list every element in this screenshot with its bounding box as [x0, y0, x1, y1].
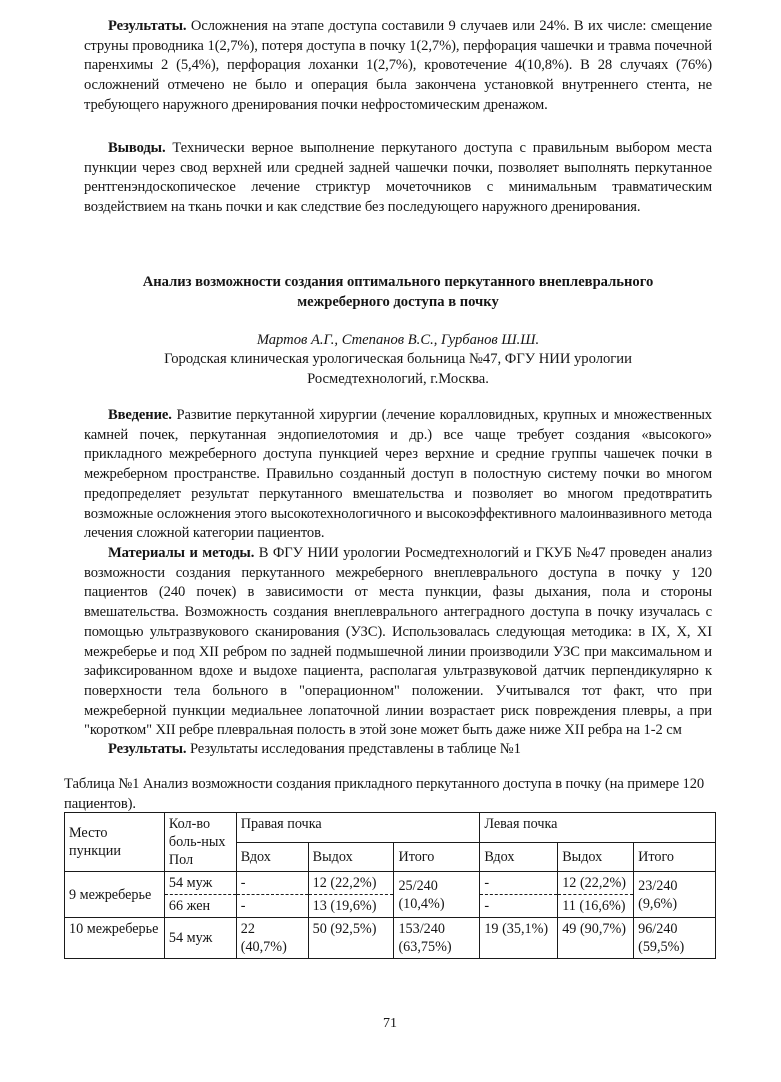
article-title-line1: Анализ возможности создания оптимального перкутанного внеплеврального: [142, 274, 654, 290]
row9-right-total: 25/240 (10,4%): [394, 872, 480, 918]
table-row: [65, 918, 716, 959]
page-number: 71: [383, 1016, 397, 1031]
row9-female-right-exhale: 13 (19,6%): [308, 895, 394, 918]
introduction-paragraph: [84, 406, 712, 544]
row9-male-right-exhale: 12 (22,2%): [308, 872, 394, 895]
authors: Мартов А.Г., Степанов В.С., Гурбанов Ш.Ш.: [256, 332, 540, 348]
introduction-text: Развитие перкутанной хирургии (лечение коралловидных, крупных и множественных камней почек, перкутанная эндопиелотомия и др.) все чаще требует создания «высокого» прикладного межреберного доступа пункцией через верхние и средние группы чашечек почки в межреберном пространстве. Правильно созданный доступ в полостную систему почки во многом предопределяет результат перкутанного вмешательства и позволяет во многом предотвратить возможные осложнения этого высокотехнологичного и высокоэффективного малоинвазивного метода лечения сложной категории пациентов.: [84, 407, 712, 542]
row9-left-total: 23/240 (9,6%): [634, 872, 716, 918]
conclusions-heading: Выводы.: [108, 140, 166, 156]
row10-left-total: 96/240 (59,5%): [634, 918, 716, 959]
row9-male-right-inhale: -: [236, 872, 308, 895]
results2-text: Результаты исследования представлены в таблице №1: [186, 741, 521, 757]
header-right-exhale: Выдох: [308, 842, 394, 872]
conclusions-paragraph: [84, 139, 712, 218]
results-paragraph: [84, 17, 712, 116]
header-left-kidney: Левая почка: [480, 813, 716, 843]
header-left-exhale: Выдох: [558, 842, 634, 872]
results-table: [64, 812, 716, 959]
table-caption: Таблица №1 Анализ возможности создания прикладного перкутанного доступа в почку (на примере 120 пациентов).: [64, 776, 705, 812]
row9-female-right-inhale: -: [236, 895, 308, 918]
article-title-line2: межреберного доступа в почку: [297, 294, 499, 310]
results-heading: Результаты.: [108, 18, 187, 34]
results-text: Осложнения на этапе доступа составили 9 случаев или 24%. В их числе: смещение струны проводника 1(2,7%), потеря доступа в почку 1(2,7%), перфорация чашечки и травма почечной паренхимы 2 (5,4%), перфорация лоханки 1(2,7%), кровотечение 4(10,8%). В 28 случаях (76%) осложнений отмечено не было и операция была закончена установкой внутреннего стента, не требующего наружного дренирования почки нефростомическим дренажом.: [84, 18, 712, 113]
methods-heading: Материалы и методы.: [108, 545, 255, 561]
header-count: Кол-во боль-ных Пол: [164, 813, 236, 872]
row10-male-right-inhale: 22 (40,7%): [236, 918, 308, 959]
row9-female: 66 жен: [164, 895, 236, 918]
row10-male-left-inhale: 19 (35,1%): [480, 918, 558, 959]
row9-place: 9 межреберье: [65, 872, 165, 918]
affiliation: [84, 350, 712, 389]
affiliation-line1: Городская клиническая урологическая больница №47, ФГУ НИИ урологии: [164, 351, 632, 367]
header-right-inhale: Вдох: [236, 842, 308, 872]
conclusions-text: Технически верное выполнение перкутаного доступа с правильным выбором места пункции через свод верхней или средней задней чашечки почки, позволяет выполнять перкутанное рентгенэндоскопическое лечение стриктур мочеточников с минимальным травматическим воздействием на ткань почки и как следствие без последующего наружного дренирования.: [84, 140, 712, 216]
row10-place: 10 межреберье: [65, 918, 165, 959]
header-right-total: Итого: [394, 842, 480, 872]
row10-male-right-exhale: 50 (92,5%): [308, 918, 394, 959]
introduction-heading: Введение.: [108, 407, 172, 423]
header-place: Место пункции: [65, 813, 165, 872]
methods-paragraph: [84, 544, 712, 741]
row9-male-left-inhale: -: [480, 872, 558, 895]
row9-female-left-inhale: -: [480, 895, 558, 918]
header-left-inhale: Вдох: [480, 842, 558, 872]
article-title: [84, 272, 712, 312]
table-row: [65, 872, 716, 895]
methods-text: В ФГУ НИИ урологии Росмедтехнологий и ГКУБ №47 проведен анализ возможности создания перкутанного межреберного внеплеврального доступа в почку у 120 пациентов (240 почек) в зависимости от места пункции, фазы дыхания, пола и стороны вмешательства. Возможность создания внеплеврального антеградного доступа в почку изучалась с помощью ультразвукового сканирования (УЗС). Использовалась следующая методика: в IX, X, XI межреберье и под XII ребром по задней подмышечной линии производили УЗС при максимальном и зафиксированном вдохе и выдохе пациента, располагая ультразвуковой датчик перпендикулярно к поверхности тела больного в "операционном" положении. Учитывался тот факт, что при межреберной пункции медиальнее лопаточной линии возрастает риск повреждения плевры, а при "коротком" XII ребре плевральная полость в этой зоне может быть даже ниже XII ребра на 1-2 см: [84, 545, 712, 739]
row9-male-left-exhale: 12 (22,2%): [558, 872, 634, 895]
row9-male: 54 муж: [164, 872, 236, 895]
affiliation-line2: Росмедтехнологий, г.Москва.: [307, 370, 489, 387]
row10-right-total: 153/240 (63,75%): [394, 918, 480, 959]
results2-heading: Результаты.: [108, 741, 187, 757]
row10-male: 54 муж: [164, 918, 236, 959]
row10-male-left-exhale: 49 (90,7%): [558, 918, 634, 959]
header-right-kidney: Правая почка: [236, 813, 480, 843]
results2-paragraph: [84, 740, 712, 760]
header-left-total: Итого: [634, 842, 716, 872]
row9-female-left-exhale: 11 (16,6%): [558, 895, 634, 918]
